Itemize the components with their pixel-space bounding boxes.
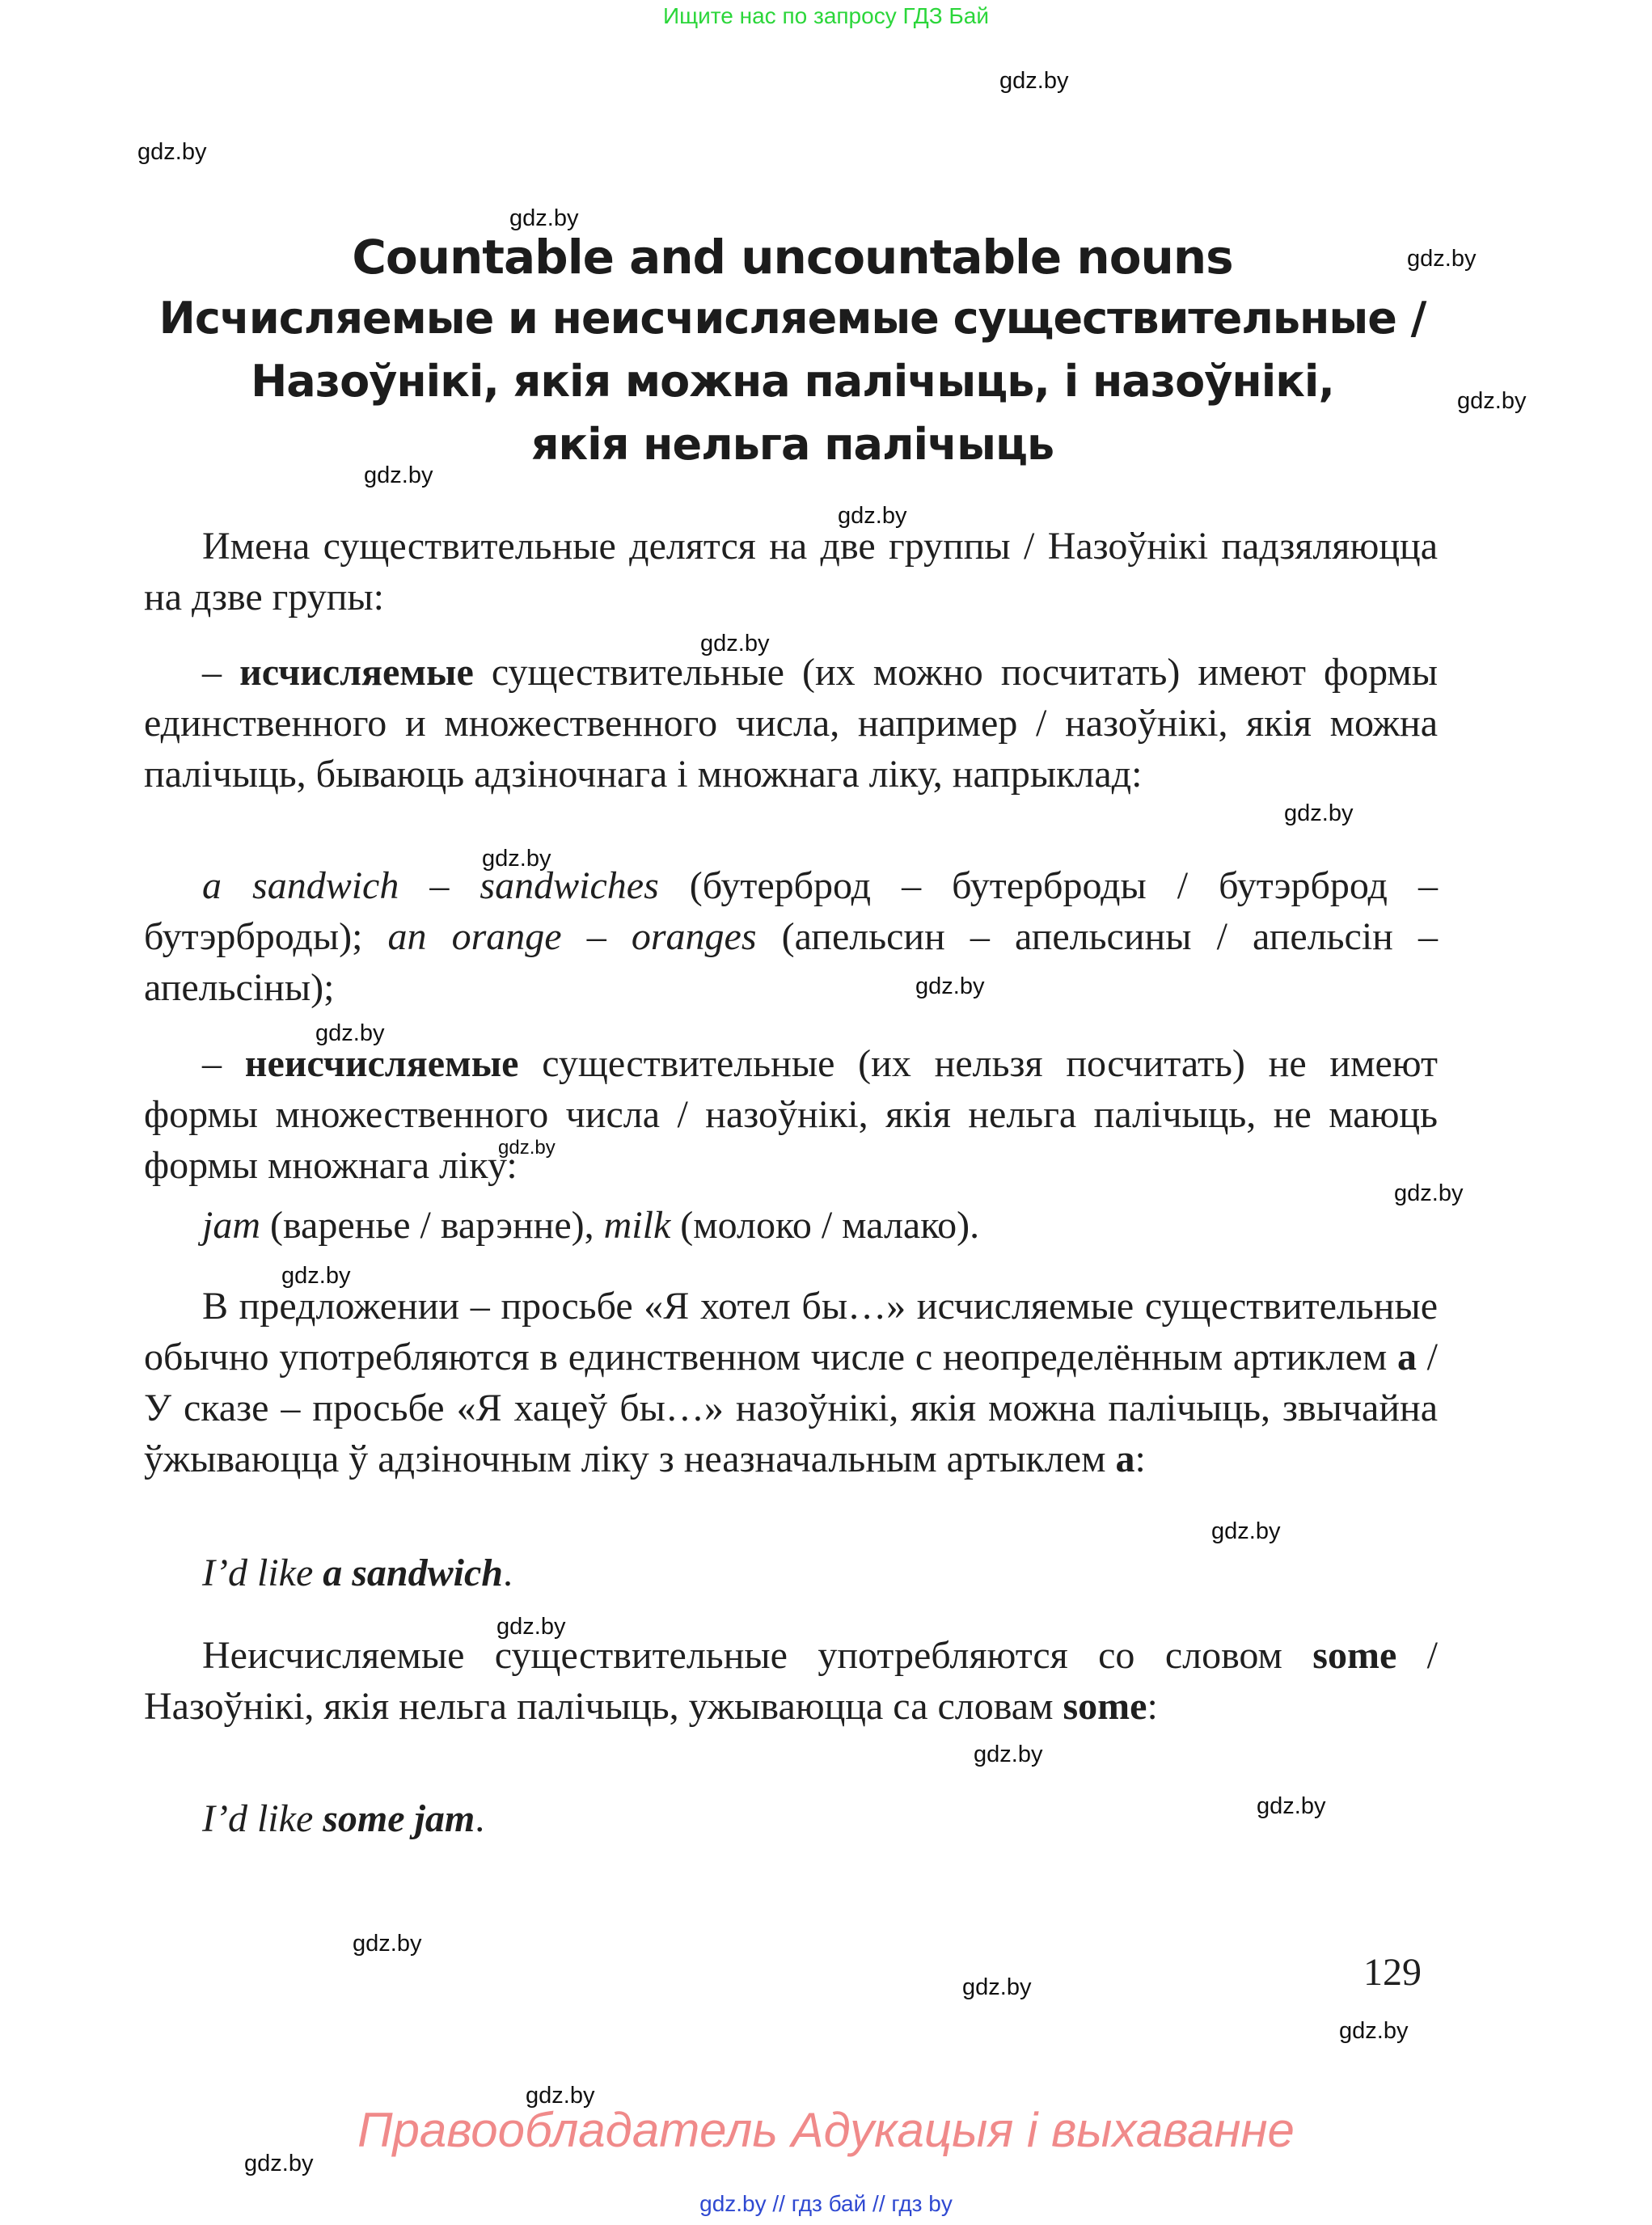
example-orange: an orange – oranges [387,915,757,958]
example-some-end: . [475,1797,485,1840]
watermark: gdz.by [1407,246,1477,272]
example-jam-translation: (варенье / варэнне), [260,1204,604,1247]
some-rule-text2: / Назоўнікі, якія нельга палічыць, ужываюцца са словам [144,1634,1438,1728]
watermark: gdz.by [962,1974,1032,2000]
example-milk-translation: (молоко / малако). [670,1204,980,1247]
title-russian: Исчисляемые и неисчисляемые существительные / [158,293,1426,344]
watermark: gdz.by [509,205,579,231]
uncountable-paragraph [144,1038,1438,1191]
countable-examples [144,860,1438,1013]
uncountable-dash: – [202,1042,222,1085]
request-rule-text: В предложении – просьбе «Я хотел бы…» исчисляемые существительные обычно употребляются в единственном числе с неопределённым артиклем [144,1285,1438,1378]
title-english: Countable and uncountable nouns [352,230,1233,285]
some-rule-text: Неисчисляемые существительные употребляются со словом [202,1634,1313,1677]
example-some-jam [202,1793,484,1844]
watermark: gdz.by [1394,1180,1464,1206]
example-orange-translation: (апельсин – апельсины / апельсін – апельсіны); [144,915,1438,1009]
some-rule-word: some [1312,1634,1397,1677]
countable-term: исчисляемые [239,651,474,694]
watermark: gdz.by [1457,388,1527,414]
page-number: 129 [1363,1951,1422,1994]
countable-paragraph [144,647,1438,800]
uncountable-examples [202,1200,979,1251]
watermark: gdz.by [364,462,433,488]
request-rule-article2: a [1115,1438,1135,1480]
example-a-end: . [502,1552,513,1594]
watermark: gdz.by [838,503,907,529]
watermark: gdz.by [315,1020,385,1046]
example-a-bold: a sandwich [323,1552,503,1594]
intro-text: Имена существительные делятся на две группы / Назоўнікі падзяляюцца на дзве групы: [144,525,1438,619]
some-rule-word2: some [1063,1685,1147,1728]
example-sandwich: a sandwich – sandwiches [202,864,659,907]
watermark: gdz.by [1211,1518,1281,1544]
title-belarusian-line1: Назоўнікі, якія можна палічыць, і назоўнікі, [251,356,1334,407]
watermark: gdz.by [137,139,207,165]
some-rule-paragraph [144,1630,1438,1732]
example-a-sandwich [202,1547,513,1598]
countable-text: существительные (их можно посчитать) имеют формы единственного и множественного числа, например / назоўнікі, якія можна палічыць, бываюць адзіночнага і множнага ліку, напрыклад: [144,651,1439,796]
watermark: gdz.by [974,1742,1043,1767]
watermark: gdz.by [700,631,770,657]
request-rule-article: a [1396,1336,1417,1378]
title-belarusian-line2: якія нельга палічыць [530,419,1054,470]
watermark: gdz.by [281,1263,351,1289]
example-a-prefix: I’d like [202,1552,323,1594]
example-milk: milk [603,1204,671,1247]
example-some-prefix: I’d like [202,1797,323,1840]
request-rule-paragraph [144,1281,1438,1484]
watermark: gdz.by [1257,1793,1326,1819]
watermark: gdz.by [915,973,985,999]
watermark: gdz.by [496,1614,566,1640]
uncountable-term: неисчисляемые [244,1042,519,1085]
example-some-bold: some jam [323,1797,475,1840]
watermark: gdz.by [999,68,1069,94]
example-jam: jam [202,1204,260,1247]
request-rule-end: : [1134,1438,1146,1480]
top-note: Ищите нас по запросу ГДЗ Бай [662,3,990,28]
countable-dash: – [202,651,222,694]
uncountable-text: существительные (их нельзя посчитать) не имеют формы множественного числа / назоўнікі, якія нельга палічыць, не маюць формы множнага ліку: [144,1042,1438,1187]
request-rule-text2: / У сказе – просьбе «Я хацеў бы…» назоўнікі, якія можна палічыць, звычайна ўжываюцца ў адзіночным ліку з неазначальным артыклем [144,1336,1439,1480]
watermark: gdz.by [1339,2018,1409,2044]
some-rule-end: : [1147,1685,1158,1728]
bottom-links[interactable]: gdz.by // гдз бай // гдз by [699,2191,953,2216]
watermark: gdz.by [353,1931,422,1957]
copyright-notice: Правообладатель Адукацыя і выхаванне [357,2103,1295,2157]
watermark: gdz.by [244,2151,314,2176]
watermark: gdz.by [526,2083,595,2109]
watermark: gdz.by [498,1137,556,1159]
watermark: gdz.by [482,846,551,872]
example-sandwich-translation: (бутерброд – бутерброды / бутэрброд – бутэрброды); [144,864,1438,958]
intro-paragraph [144,521,1438,623]
watermark: gdz.by [1284,800,1354,826]
